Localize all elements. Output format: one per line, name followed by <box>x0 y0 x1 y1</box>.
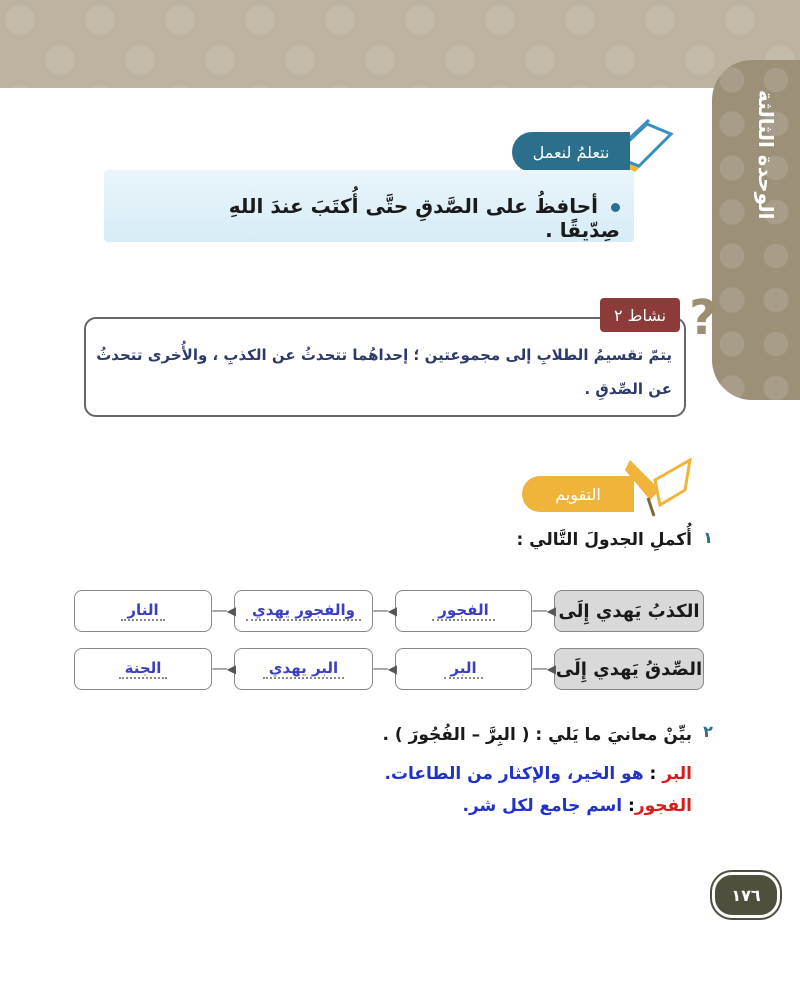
row-2-head: الصِّدقُ يَهدي إِلَى <box>554 648 704 690</box>
row-2-cell-3 <box>74 648 212 690</box>
definition-text: هو الخير، والإكثار من الطاعات. <box>384 764 644 784</box>
answer-text: الجنة <box>119 659 168 679</box>
row-1-head: الكذبُ يَهدي إِلَى <box>554 590 704 632</box>
question-2-number: ٢ <box>703 722 713 741</box>
learn-statement <box>190 194 620 242</box>
definition-term: الفجور <box>634 796 692 816</box>
row-1-cell-1 <box>395 590 532 632</box>
answer-text: والفجور يهدي <box>246 601 361 621</box>
arrow-left-icon: ◀── <box>373 604 397 618</box>
question-mark-icon: ? <box>689 290 717 346</box>
answer-text: البر يهدي <box>263 659 344 679</box>
learn-section-badge: نتعلمُ لنعمل <box>512 132 630 172</box>
arrow-left-icon: ◀── <box>532 662 556 676</box>
definition-term: البر <box>662 764 692 784</box>
definition-2 <box>340 796 692 816</box>
bullet-icon <box>611 203 620 212</box>
activity-badge: نشاط ٢ <box>600 298 680 332</box>
question-1-number: ١ <box>703 528 713 547</box>
definition-separator: : <box>622 796 635 816</box>
question-1-text: أُكملِ الجدولَ التَّالي : <box>516 530 692 550</box>
learn-statement-text: أحافظُ على الصَّدقِ حتَّى أُكتَبَ عندَ اللهِ صِدّيقًا . <box>228 194 620 242</box>
definition-separator: : <box>643 764 663 784</box>
definition-1 <box>340 764 692 784</box>
header-pattern-band <box>0 0 800 88</box>
unit-title: الوحدة الثالثة <box>754 90 778 220</box>
arrow-left-icon: ◀── <box>212 604 236 618</box>
arrow-left-icon: ◀── <box>532 604 556 618</box>
arrow-left-icon: ◀── <box>373 662 397 676</box>
arrow-left-icon: ◀── <box>212 662 236 676</box>
page-number: ١٧٦ <box>712 872 780 918</box>
answer-text: البر <box>444 659 482 679</box>
activity-text: يتمّ تقسيمُ الطلابِ إلى مجموعتين ؛ إحداهُما تتحدثُ عن الكذبِ ، والأُخرى تتحدثُ عن الصِّدقِ . <box>96 346 672 398</box>
definition-text: اسم جامع لكل شر. <box>462 796 623 816</box>
answer-text: النار <box>121 601 164 621</box>
evaluation-badge: التقويم <box>522 476 634 512</box>
row-1-cell-2 <box>234 590 373 632</box>
row-2-cell-2 <box>234 648 373 690</box>
row-1-cell-3 <box>74 590 212 632</box>
question-2-text: بيِّنْ معانيَ ما يَلي : ( البِرَّ – الفُجُورَ ) . <box>382 725 692 745</box>
row-2-cell-1 <box>395 648 532 690</box>
answer-text: الفجور <box>432 601 494 621</box>
